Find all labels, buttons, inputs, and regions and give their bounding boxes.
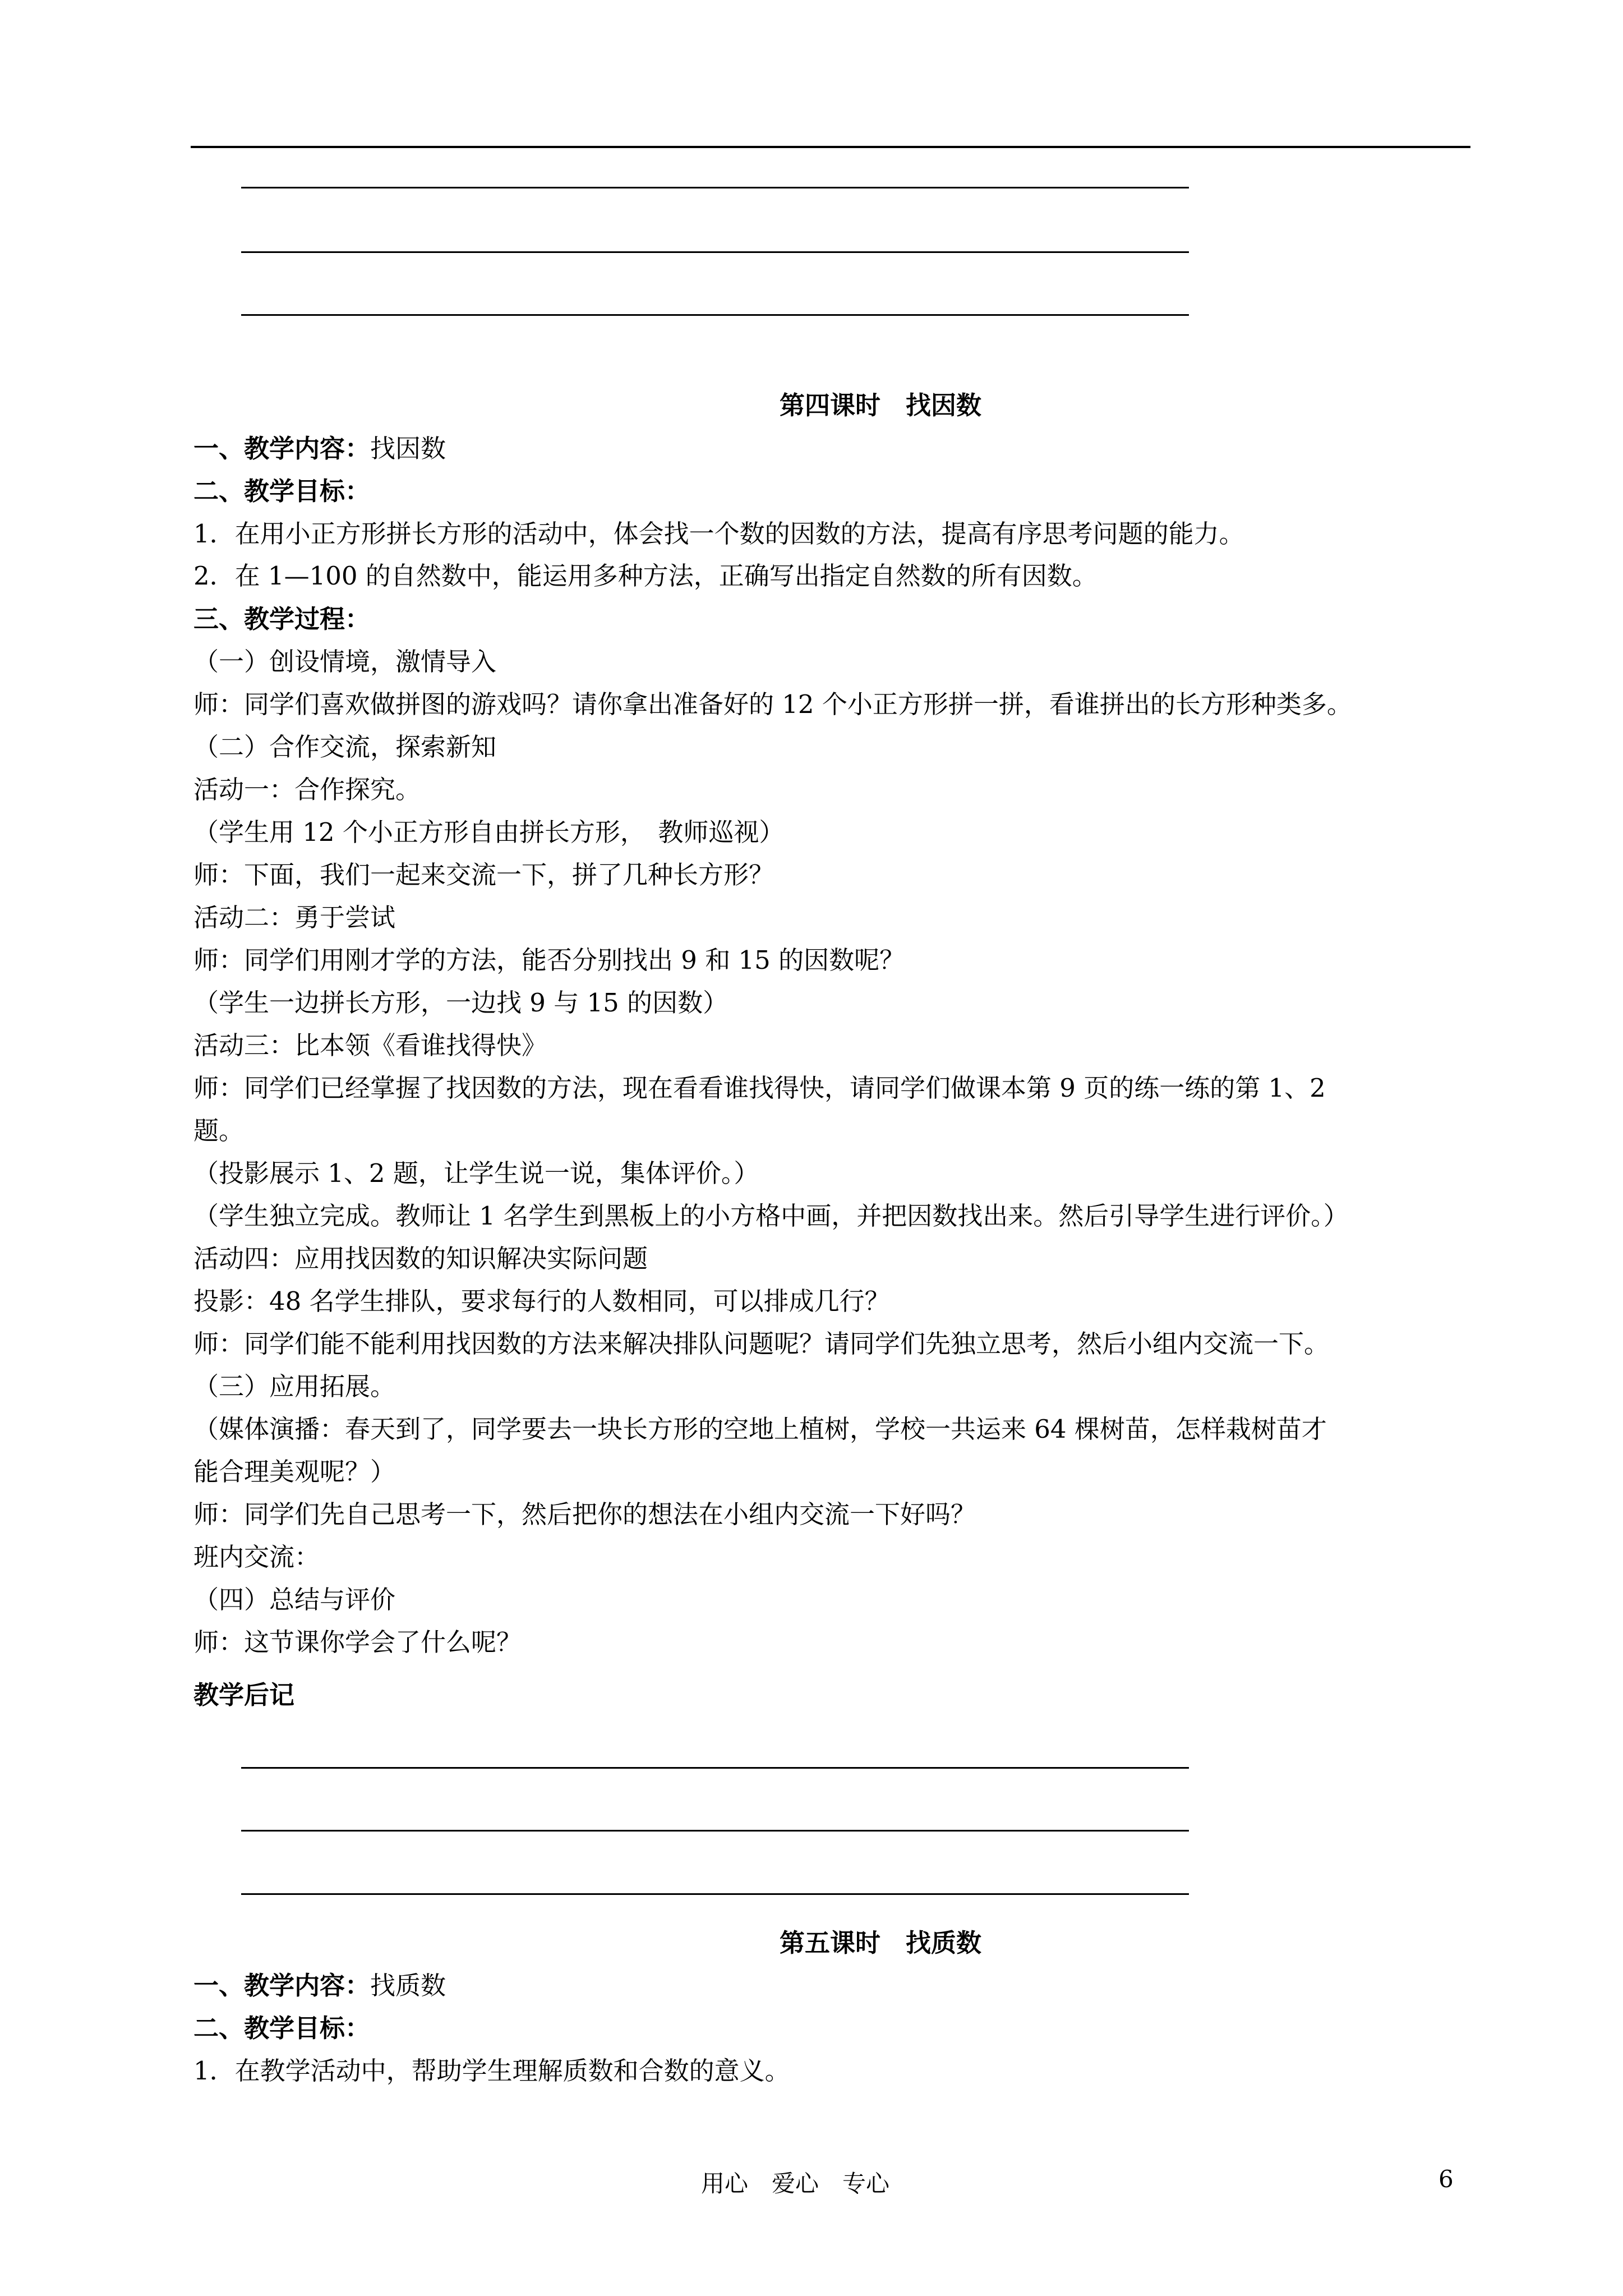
note-line <box>241 1830 1189 1832</box>
process-line: 题。 <box>193 1116 245 1145</box>
lesson5-goals-label: 二、教学目标： <box>193 2013 371 2043</box>
note-line <box>241 314 1189 316</box>
content-value: 找因数 <box>370 434 446 463</box>
process-line: 投影：48 名学生排队，要求每行的人数相同，可以排成几行？ <box>193 1286 890 1316</box>
note-line <box>241 1767 1189 1769</box>
process-line: （学生用 12 个小正方形自由拼长方形， 教师巡视） <box>193 817 785 847</box>
page-number: 6 <box>1438 2165 1454 2193</box>
process-line: 活动二：勇于尝试 <box>193 903 396 932</box>
content-value: 找质数 <box>370 1971 446 2000</box>
content-label: 一、教学内容： <box>193 434 371 463</box>
lesson5-content <box>193 1970 446 2001</box>
process-line: 师：同学们能不能利用找因数的方法来解决排队问题呢？请同学们先独立思考，然后小组内交流一下。 <box>193 1329 1330 1359</box>
process-line: 班内交流： <box>193 1542 320 1572</box>
goal-line: 1．在教学活动中，帮助学生理解质数和合数的意义。 <box>193 2056 790 2086</box>
process-line: 师：下面，我们一起来交流一下，拼了几种长方形？ <box>193 860 774 890</box>
process-line: （一）创设情境，激情导入 <box>193 647 497 677</box>
process-line: （学生独立完成。教师让 1 名学生到黑板上的小方格中画，并把因数找出来。然后引导学生进行评价。） <box>193 1201 1349 1231</box>
process-line: （媒体演播：春天到了，同学要去一块长方形的空地上植树，学校一共运来 64 棵树苗，怎样栽树苗才 <box>193 1414 1327 1444</box>
process-line: （三）应用拓展。 <box>193 1372 396 1401</box>
note-line <box>241 187 1189 188</box>
process-line: 活动四：应用找因数的知识解决实际问题 <box>193 1244 648 1273</box>
lesson4-process-label: 三、教学过程： <box>193 604 371 634</box>
process-line: 活动三：比本领《看谁找得快》 <box>193 1030 547 1060</box>
lesson4-goals-label: 二、教学目标： <box>193 476 371 506</box>
header-rule <box>191 146 1470 148</box>
note-line <box>241 1893 1189 1895</box>
note-line <box>241 251 1189 253</box>
lesson5-title: 第五课时 找质数 <box>779 1928 981 1958</box>
process-line: 师：这节课你学会了什么呢？ <box>193 1627 522 1657</box>
process-line: （四）总结与评价 <box>193 1585 396 1614</box>
goal-line: 2．在 1—100 的自然数中，能运用多种方法，正确写出指定自然数的所有因数。 <box>193 561 1098 591</box>
process-line: 师：同学们先自己思考一下，然后把你的想法在小组内交流一下好吗？ <box>193 1499 976 1529</box>
footer-motto: 用心 爱心 专心 <box>701 2170 890 2197</box>
process-line: （二）合作交流，探索新知 <box>193 732 497 762</box>
content-label: 一、教学内容： <box>193 1971 371 2000</box>
process-line: 师：同学们已经掌握了找因数的方法，现在看看谁找得快，请同学们做课本第 9 页的练一练的第 1、2 <box>193 1073 1326 1103</box>
lesson4-content <box>193 433 446 464</box>
process-line: 师：同学们用刚才学的方法，能否分别找出 9 和 15 的因数呢？ <box>193 945 905 975</box>
lesson4-title: 第四课时 找因数 <box>779 390 981 420</box>
process-line: 师：同学们喜欢做拼图的游戏吗？请你拿出准备好的 12 个小正方形拼一拼，看谁拼出的长方形种类多。 <box>193 689 1352 719</box>
process-line: （投影展示 1、2 题，让学生说一说，集体评价。） <box>193 1158 759 1188</box>
afterword-label: 教学后记 <box>193 1680 295 1710</box>
goal-line: 1．在用小正方形拼长方形的活动中，体会找一个数的因数的方法，提高有序思考问题的能力。 <box>193 519 1244 549</box>
process-line: 活动一：合作探究。 <box>193 775 421 804</box>
process-line: 能合理美观呢？） <box>193 1457 396 1487</box>
process-line: （学生一边拼长方形，一边找 9 与 15 的因数） <box>193 988 728 1018</box>
